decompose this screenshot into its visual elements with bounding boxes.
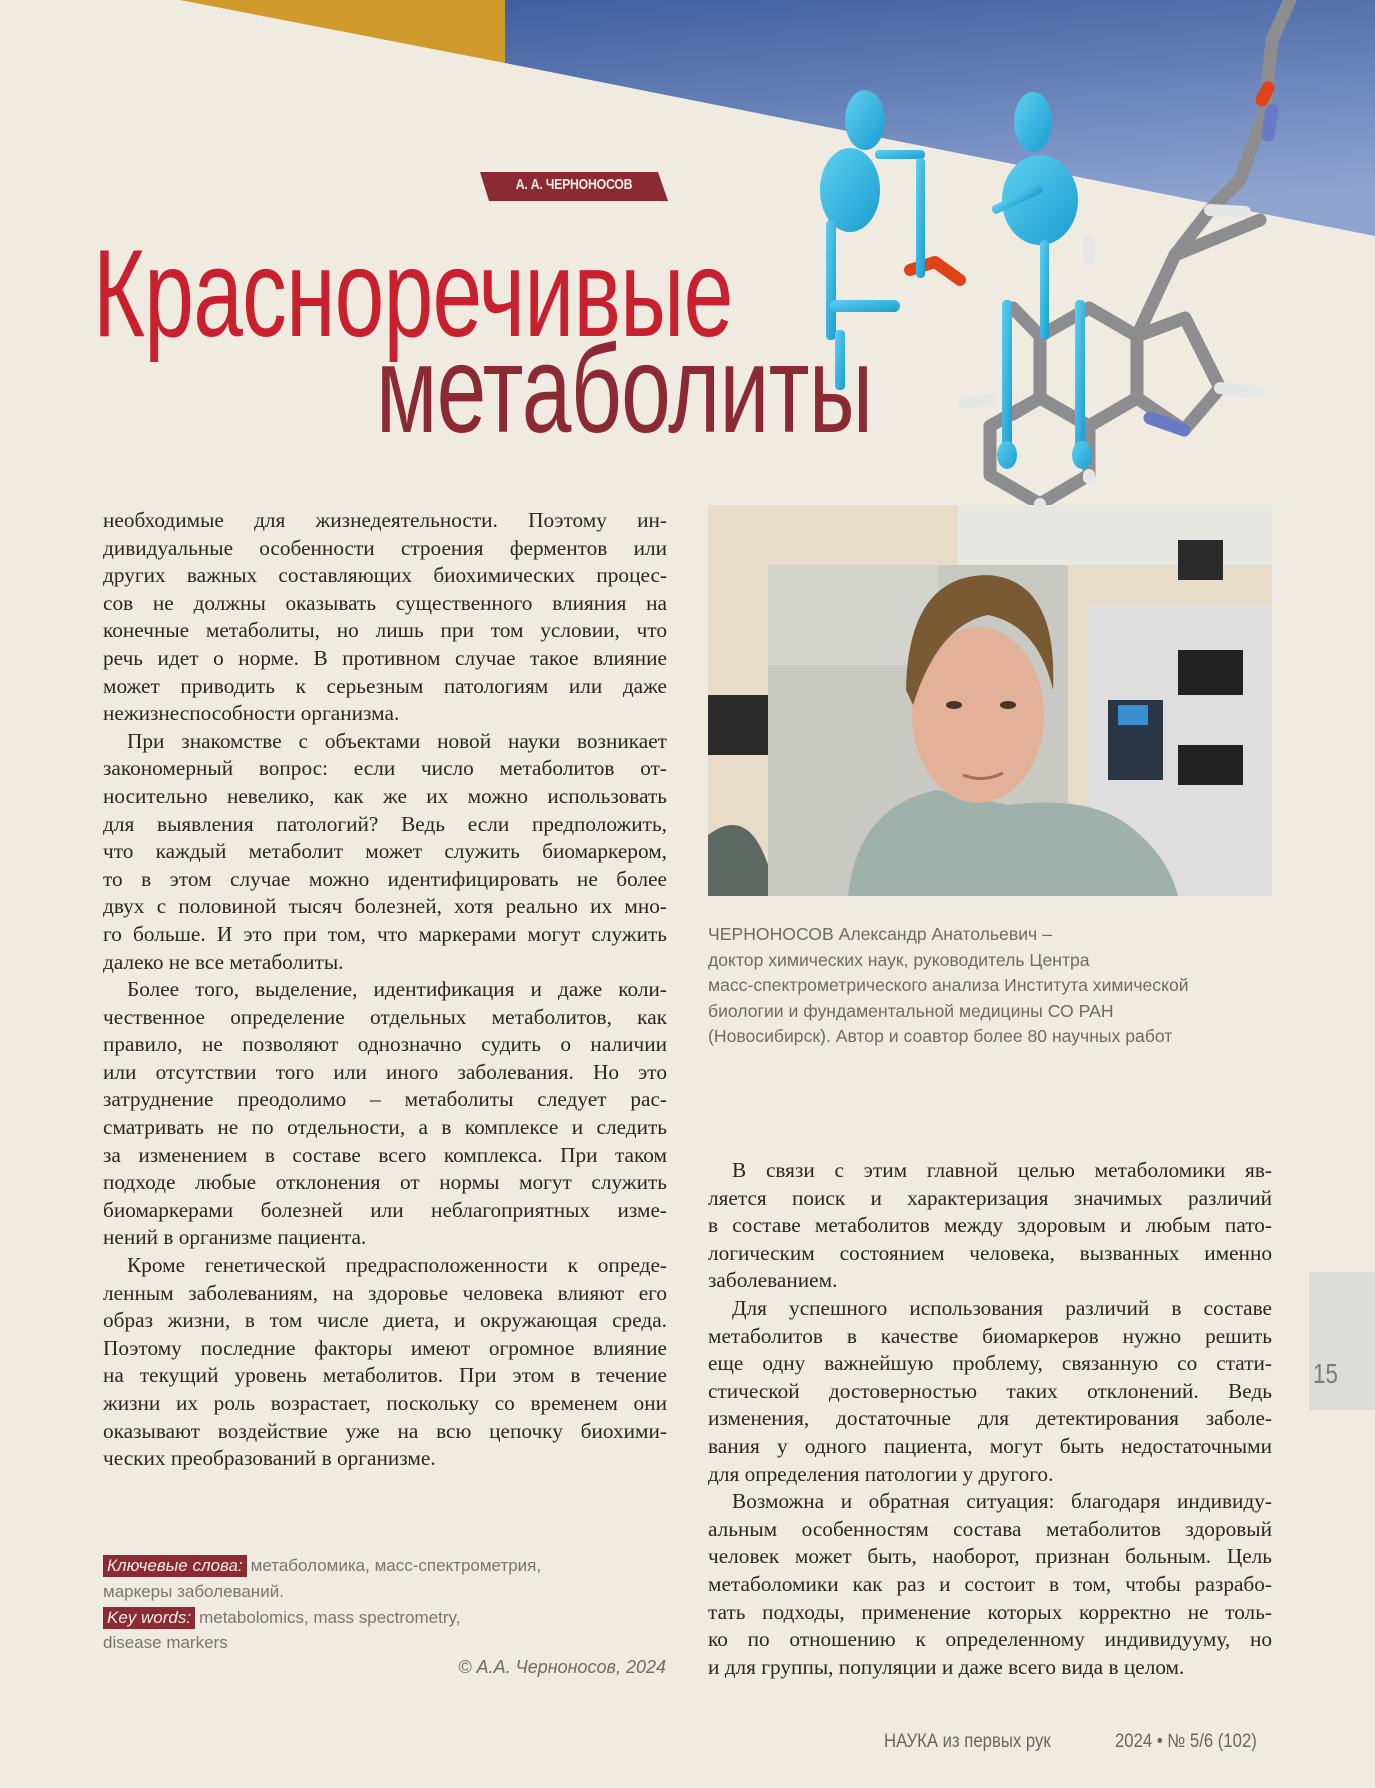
text-line: для определения патологии у другого. — [708, 1461, 1054, 1486]
text-line: правило, не позволяют однозначно судить о наличии — [103, 1032, 667, 1057]
text-line: альным особенностям состава метаболитов здоровый — [708, 1516, 1272, 1541]
keywords-en-text-cont: disease markers — [103, 1633, 228, 1653]
text-line: го больше. И это при том, что маркерами могут служить — [103, 921, 667, 946]
text-line: и для группы, популяции и даже всего вида в целом. — [708, 1654, 1185, 1679]
keywords-ru-label: Ключевые слова: — [103, 1555, 247, 1577]
text-line: то в этом случае можно идентифицировать не более — [103, 866, 667, 891]
text-line: ленным заболеваниям, на здоровье человека влияют его — [103, 1280, 667, 1305]
text-line: Поэтому последние факторы имеют огромное влияние — [103, 1335, 667, 1360]
text-line: конечные метаболиты, но лишь при том условии, что — [103, 618, 667, 643]
text-line: что каждый метаболит может служить биомаркером, — [103, 839, 667, 864]
text-line: двух с половиной тысяч болезней, хотя реально их мно- — [103, 894, 667, 919]
text-line: нежизнеспособности организма. — [103, 701, 400, 726]
copyright-notice: © А.А. Черноносов, 2024 — [458, 1657, 666, 1677]
text-line: Возможна и обратная ситуация: благодаря индивиду- — [732, 1489, 1272, 1514]
text-line: чественное определение отдельных метаболитов, как — [103, 1004, 667, 1029]
text-line: метаболитов в качестве биомаркеров нужно решить — [708, 1323, 1272, 1348]
author-name: А. А. ЧЕРНОНОСОВ — [515, 176, 633, 193]
caption-line: доктор химических наук, руководитель Центра — [708, 949, 1090, 970]
footer-magazine-title: НАУКА из первых рук — [884, 1731, 1051, 1752]
body-column-left — [103, 507, 667, 1473]
text-line: стической достоверностью таких отклонений. Ведь — [708, 1378, 1272, 1403]
keywords-ru-text: метаболомика, масс-спектрометрия, — [250, 1556, 542, 1575]
article-title-line2: метаболиты — [376, 321, 873, 459]
text-line: сов не должны оказывать существенного влияния на — [103, 590, 667, 615]
text-line: на текущий уровень метаболитов. При этом в течение — [103, 1363, 667, 1388]
page-number: 15 — [1313, 1358, 1338, 1389]
text-line: носительно невелико, как же их можно использовать — [103, 783, 667, 808]
caption-line: (Новосибирск). Автор и соавтор более 80 научных работ — [708, 1026, 1173, 1047]
text-line: далеко не все метаболиты. — [103, 949, 344, 974]
text-line: дивидуальные особенности строения ферментов или — [103, 535, 667, 560]
text-line: может приводить к серьезным патологиям или даже — [103, 673, 667, 698]
keywords-ru-text-cont: маркеры заболеваний. — [103, 1581, 284, 1601]
text-line: заболеванием. — [708, 1268, 838, 1293]
keywords-en-text: metabolomics, mass spectrometry, — [199, 1607, 461, 1627]
text-line: Более того, выделение, идентификация и даже коли- — [127, 977, 667, 1002]
text-line: образ жизни, в том числе диета, и окружающая среда. — [103, 1308, 667, 1333]
caption-line: масс-спектрометрического анализа Института химической — [708, 975, 1189, 996]
text-line: для выявления патологий? Ведь если предположить, — [103, 811, 667, 836]
text-line: еще одну важнейшую проблему, связанную со стати- — [708, 1351, 1272, 1376]
text-line: изменения, достаточные для детектирования заболе- — [708, 1406, 1272, 1431]
caption-line: ЧЕРНОНОСОВ Александр Анатольевич – — [708, 924, 1052, 944]
text-line: биомаркерами болезней или неблагоприятных изме- — [103, 1197, 667, 1222]
author-badge — [480, 172, 668, 201]
keywords-en-label: Key words: — [103, 1607, 195, 1629]
text-line: за изменением в составе всего комплекса. При таком — [103, 1142, 667, 1167]
text-line: сматривать не по отдельности, а в комплексе и следить — [103, 1115, 667, 1140]
caption-line: биологии и фундаментальной медицины СО РАН — [708, 1000, 1114, 1021]
text-line: человек может быть, наоборот, признан больным. Цель — [708, 1544, 1272, 1569]
text-line: ческих преобразований в организме. — [103, 1446, 436, 1471]
text-line: в составе метаболитов между здоровым и любым пато- — [708, 1213, 1272, 1238]
text-line: ляется поиск и характеризация значимых различий — [708, 1185, 1272, 1210]
text-line: Кроме генетической предрасположенности к опреде- — [127, 1253, 667, 1278]
text-line: жизни их роль возрастает, поскольку со временем они — [103, 1391, 667, 1415]
footer-issue-number: 2024 • № 5/6 (102) — [1115, 1731, 1257, 1752]
text-line: тать подходы, применение которых корректно не толь- — [708, 1599, 1272, 1624]
keywords-block — [103, 1553, 683, 1656]
text-line: речь идет о норме. В противном случае такое влияние — [103, 645, 667, 670]
article-title-line1: Красноречивые — [93, 225, 733, 363]
author-photo — [708, 505, 1272, 896]
text-line: затруднение преодолимо – метаболиты следует рас- — [103, 1087, 667, 1112]
header-yellow-band — [180, 0, 505, 63]
body-column-right — [708, 1157, 1272, 1681]
text-line: других важных составляющих биохимических процес- — [103, 563, 667, 588]
text-line: логическим состоянием человека, вызванных именно — [708, 1240, 1272, 1265]
text-line: метаболомики как раз и состоит в том, чтобы разрабо- — [708, 1571, 1272, 1596]
author-caption — [708, 922, 1288, 1050]
text-line: вания у одного пациента, могут быть недостаточными — [708, 1433, 1272, 1458]
text-line: При знакомстве с объектами новой науки возникает — [127, 728, 667, 753]
text-line: В связи с этим главной целью метаболомики яв- — [732, 1158, 1272, 1182]
text-line: Для успешного использования различий в составе — [732, 1295, 1272, 1320]
text-line: подходе любые отклонения от нормы могут служить — [103, 1170, 667, 1195]
text-line: необходимые для жизнедеятельности. Поэтому ин- — [103, 508, 667, 532]
text-line: ко по отношению к определенному индивидууму, но — [708, 1627, 1272, 1652]
text-line: оказывают воздействие уже на всю цепочку биохими- — [103, 1418, 667, 1443]
text-line: закономерный вопрос: если число метаболитов от- — [103, 756, 667, 781]
text-line: или отсутствии того или иного заболевания. Но это — [103, 1059, 667, 1084]
text-line: нений в организме пациента. — [103, 1225, 367, 1250]
